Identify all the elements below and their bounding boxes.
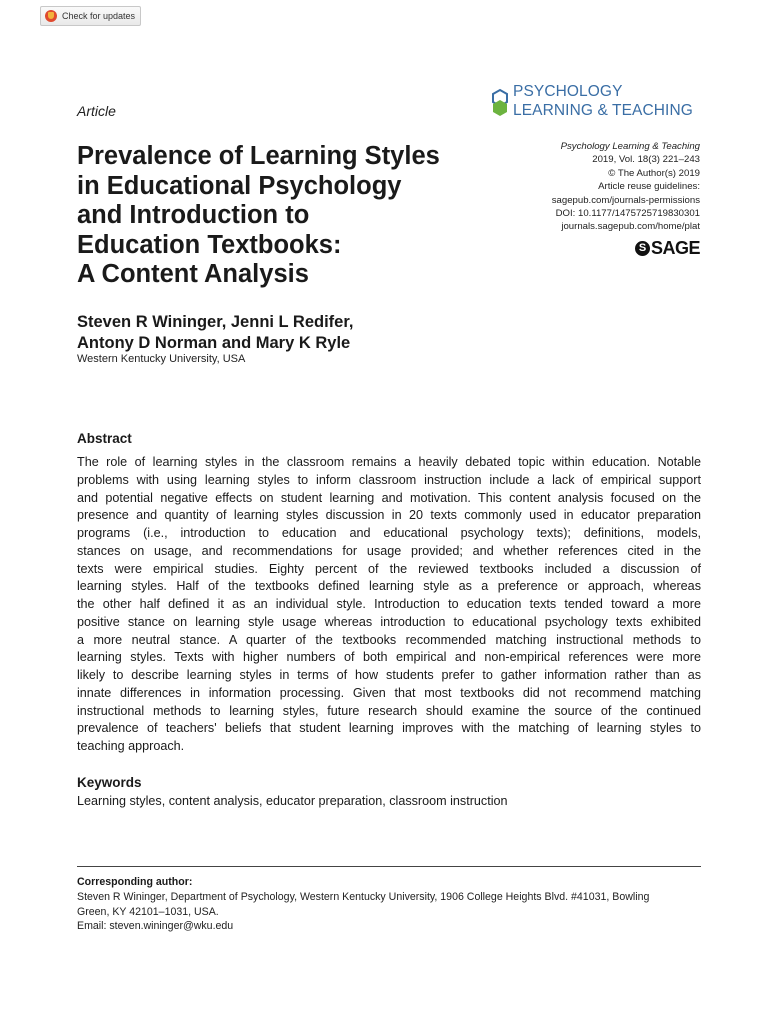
- abstract-heading: Abstract: [77, 431, 132, 446]
- abstract-line: teaching approach.: [77, 739, 185, 753]
- crossmark-icon: [45, 10, 57, 22]
- corresponding-author-heading: Corresponding author:: [77, 876, 193, 888]
- abstract-line: problems with using learning styles to inform classroom instruction include a lack of empirical support: [77, 472, 701, 487]
- journal-home-link[interactable]: journals.sagepub.com/home/plat: [561, 221, 700, 233]
- abstract-line: and potential negative effects on student learning and motivation. This content analysis focused on the: [77, 490, 701, 505]
- author-line: Steven R Wininger, Jenni L Redifer,: [77, 313, 354, 331]
- journal-logo-line1: PSYCHOLOGY: [513, 83, 623, 100]
- reuse-guidelines-label: Article reuse guidelines:: [598, 181, 700, 193]
- corresponding-author-address: [77, 890, 701, 920]
- title-line: and Introduction to: [77, 201, 310, 230]
- abstract-line: a more neutral stance. A quarter of the textbooks recommended matching instructional methods to: [77, 632, 701, 647]
- footnote-divider: [77, 866, 701, 867]
- article-type-label: Article: [77, 103, 116, 119]
- title-line: Education Textbooks:: [77, 230, 342, 259]
- keywords-heading: Keywords: [77, 775, 142, 790]
- copyright-notice: © The Author(s) 2019: [608, 167, 700, 179]
- title-line: in Educational Psychology: [77, 171, 402, 200]
- corresponding-author-email[interactable]: Email: steven.wininger@wku.edu: [77, 920, 234, 932]
- abstract-line: The role of learning styles in the classroom remains a heavily debated topic within education. Notable: [77, 455, 701, 469]
- title-line: Prevalence of Learning Styles: [77, 142, 440, 170]
- abstract-line: learning styles. Texts with higher numbers of both empirical and non-empirical references were more: [77, 650, 701, 665]
- doi-link[interactable]: DOI: 10.1177/1475725719830301: [555, 208, 700, 220]
- abstract-line: innate differences in information processing. Given that most textbooks did not recommend matching: [77, 685, 701, 700]
- abstract-line: texts were empirical studies. Eighty percent of the reviewed textbooks included a discussion of: [77, 561, 701, 576]
- journal-logo: [490, 82, 702, 122]
- sage-logo-text: SAGE: [650, 238, 700, 258]
- address-line: Steven R Wininger, Department of Psychology, Western Kentucky University, 1906 College Heights Blvd. #41031, Bowling: [77, 891, 650, 903]
- check-for-updates-button[interactable]: [40, 6, 141, 26]
- abstract-line: positive stance on learning style usage whereas introduction to educational psychology texts exhibited: [77, 614, 701, 629]
- author-list: [77, 312, 353, 354]
- abstract-line: learning styles. Half of the textbooks defined learning style as a preference or approach, whereas: [77, 579, 701, 594]
- journal-name: Psychology Learning & Teaching: [560, 141, 700, 152]
- sage-logo: [635, 238, 700, 259]
- abstract-line: presence and quantity of learning styles discussion in 20 texts commonly used in educator preparation: [77, 508, 701, 523]
- title-line: A Content Analysis: [77, 260, 309, 289]
- address-line: Green, KY 42101–1031, USA.: [77, 906, 219, 918]
- publication-metadata: [470, 140, 700, 234]
- sage-s-icon: S: [635, 241, 650, 256]
- volume-info: 2019, Vol. 18(3) 221–243: [592, 154, 700, 166]
- check-for-updates-label: Check for updates: [62, 11, 136, 21]
- abstract-line: likely to describe learning styles in terms of how students prefer to gather information rather than as: [77, 668, 701, 682]
- abstract-line: programs (i.e., introduction to education and educational psychology texts); definitions, models,: [77, 526, 701, 540]
- abstract-line: stances on usage, and recommendations for usage provided; and whether references cited in the: [77, 543, 701, 558]
- abstract-body: [77, 454, 701, 756]
- article-title: [77, 142, 497, 290]
- keywords-list: Learning styles, content analysis, educator preparation, classroom instruction: [77, 794, 508, 808]
- journal-logo-line2: LEARNING & TEACHING: [513, 102, 693, 119]
- abstract-line: the other half defined it as an individual style. Introduction to education texts tended toward a more: [77, 597, 701, 611]
- abstract-line: instructional methods to learning styles, future research should examine the source of the continued: [77, 703, 701, 718]
- abstract-line: prevalence of teachers' beliefs that student learning improves with the matching of learning styles to: [77, 721, 701, 736]
- author-line: Antony D Norman and Mary K Ryle: [77, 334, 351, 352]
- author-affiliation: Western Kentucky University, USA: [77, 353, 246, 365]
- hexagon-logo-icon: [490, 88, 510, 118]
- reuse-guidelines-link[interactable]: sagepub.com/journals-permissions: [551, 194, 700, 206]
